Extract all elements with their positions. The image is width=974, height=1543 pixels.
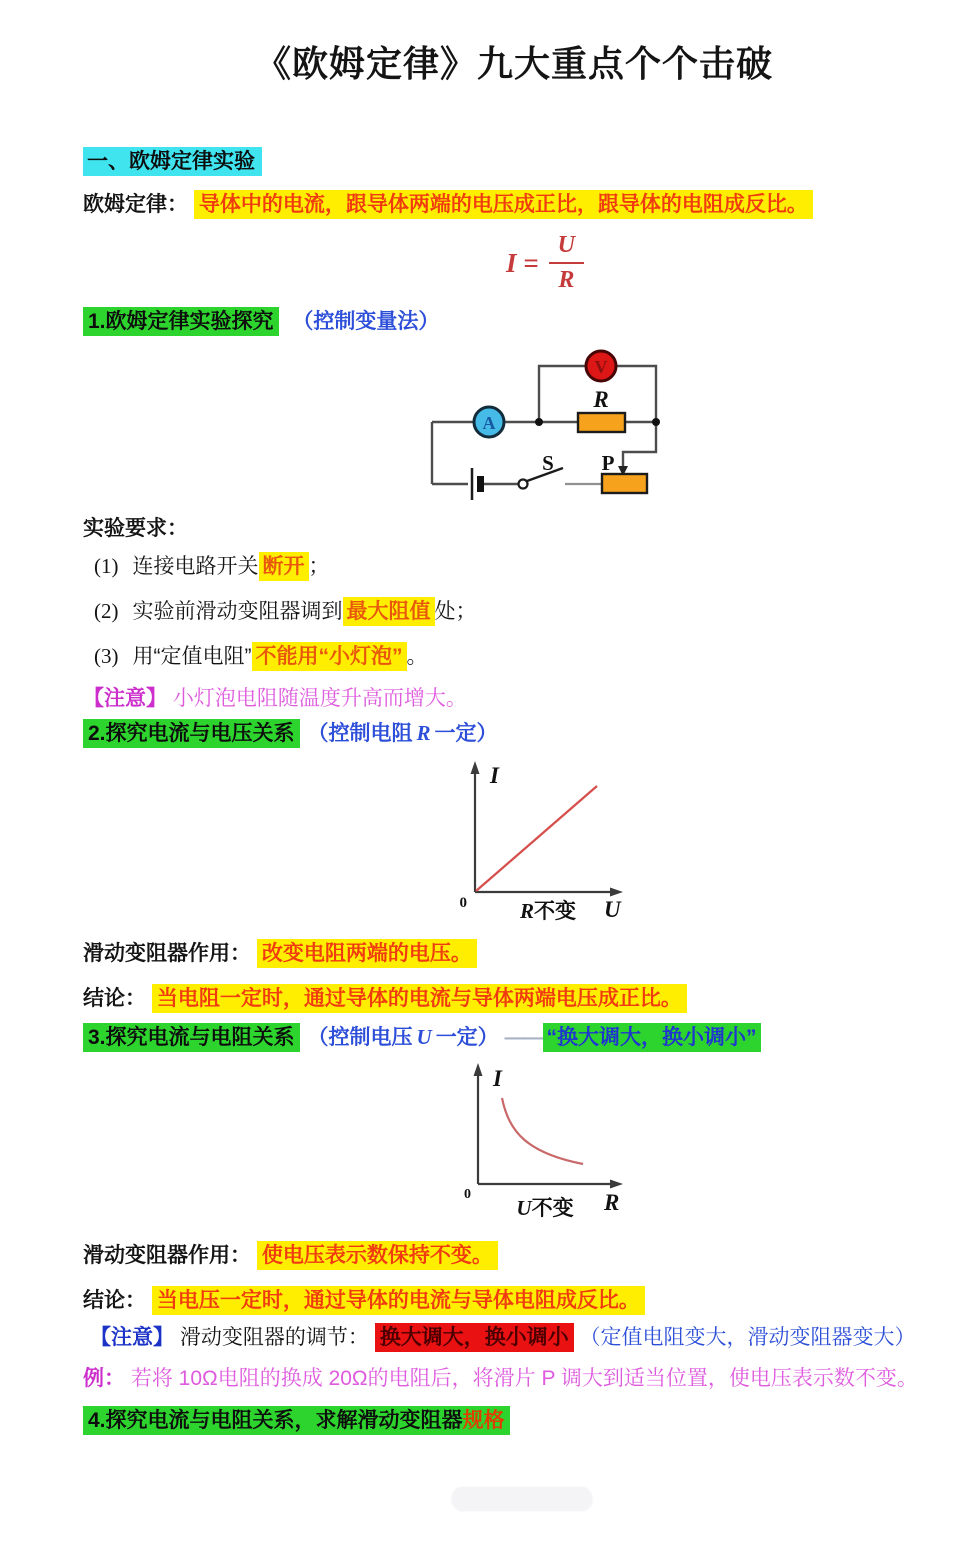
sub2-heading: 2.探究电流与电压关系 [83,719,300,748]
conclusion-2 [83,1286,645,1315]
item-3-highlight: 不能用“小灯泡” [252,642,407,671]
example-line [83,1364,918,1393]
item-2-post: 处； [434,600,477,623]
requirement-item-3 [94,642,428,671]
x-axis-arrow-icon [610,888,623,897]
sub3-heading: 3.探究电流与电阻关系 [83,1023,300,1052]
sub4-heading-main: 4.探究电流与电阻关系，求解滑动变阻器 [88,1409,463,1432]
item-3-post: 。 [406,645,428,668]
note-bulb [83,684,467,713]
note-bulb-label: 【注意】 [83,687,167,710]
item-3-text: 用“定值电阻” [132,645,252,668]
rheostat-body [602,474,647,493]
item-1-post: ； [308,555,330,578]
linear-line [476,786,597,891]
sub2-method-post: 一定） [434,722,498,745]
note-adjustment-pre: 滑动变阻器的调节： [179,1326,369,1349]
formula-fraction [549,232,584,294]
section-heading-1 [83,147,262,176]
hyperbola-curve [502,1098,583,1164]
formula-lhs: I = [506,247,539,278]
note-adjustment-highlight: 换大调大，换小调小 [375,1323,574,1352]
rheostat-role-1 [83,939,477,968]
node-dot-right [652,418,660,426]
note-adjustment-post: （定值电阻变大，滑动变阻器变大） [579,1326,916,1349]
note-bulb-text: 小灯泡电阻随温度升高而增大。 [172,687,467,710]
faded-artifact [452,1487,592,1511]
voltmeter-label: V [594,357,608,377]
sub4-heading-line [83,1406,510,1435]
sub3-slogan: “换大调大，换小调小” [543,1023,761,1052]
formula-numerator: U [549,232,584,264]
role-2-text: 使电压表示数保持不变。 [257,1241,498,1270]
sub2-method-pre: （控制电阻 [307,722,413,745]
sub4-heading-highlight: 规格 [462,1409,505,1432]
graph-i-vs-u [440,755,640,930]
graph1-y-label: I [490,763,499,788]
item-1-highlight: 断开 [259,552,309,581]
item-3-number: (3) [94,644,119,668]
sub1-heading: 1.欧姆定律实验探究 [83,307,279,336]
role-1-label: 滑动变阻器作用： [83,942,251,965]
sub1-method: （控制变量法） [292,310,440,333]
conclusion-1-label: 结论： [83,987,146,1010]
graph1-annotation: R不变 [519,899,577,923]
sub2-method-var: R [416,721,431,745]
y-axis-arrow-icon [471,761,480,774]
graph-i-vs-r [440,1055,640,1230]
sub1-heading-line [83,307,439,336]
example-text: 若将 10Ω电阻的换成 20Ω的电阻后，将滑片 P 调大到适当位置，使电压表示数不变。 [130,1367,918,1390]
conclusion-2-text: 当电压一定时，通过导体的电流与导体电阻成反比。 [152,1286,645,1315]
graph2-y-label: I [493,1066,502,1091]
sub2-heading-line [83,719,498,748]
item-2-highlight: 最大阻值 [343,597,435,626]
circuit-diagram [425,340,680,510]
graph1-origin-label: 0 [459,895,467,911]
requirement-item-1 [94,552,330,581]
dash-connector: —— [504,1026,543,1049]
ohm-law-text: 导体中的电流，跟导体两端的电压成正比，跟导体的电阻成反比。 [194,190,813,219]
resistor-body [578,413,625,432]
sub4-heading [83,1406,510,1435]
conclusion-1 [83,984,687,1013]
node-dot-left [535,418,543,426]
item-2-number: (2) [94,599,119,623]
switch-label: S [542,451,554,475]
requirement-item-2 [94,597,477,626]
note-adjustment-label: 【注意】 [90,1326,174,1349]
section-heading-1-label: 一、欧姆定律实验 [83,147,262,176]
item-2-text: 实验前滑动变阻器调到 [132,600,343,623]
requirements-heading: 实验要求： [83,517,188,540]
page-title: 《欧姆定律》九大重点个个击破 [254,43,773,84]
sub3-heading-line [83,1023,761,1052]
resistor-label: R [593,387,609,412]
formula-denominator: R [558,267,575,293]
battery-short-plate [477,476,484,492]
item-1-text: 连接电路开关 [132,555,259,578]
graph1-x-label: U [604,897,621,922]
ohm-law-line [83,190,813,219]
graph2-origin-label: 0 [464,1187,471,1202]
sub3-method-var: U [416,1025,432,1049]
graph2-x-label: R [604,1190,620,1215]
ammeter-label: A [482,413,496,433]
switch-pivot [519,480,528,489]
x-axis-arrow-icon [610,1180,623,1189]
note-adjustment [90,1323,916,1352]
example-label: 例： [83,1367,125,1390]
role-2-label: 滑动变阻器作用： [83,1244,251,1267]
ohm-formula [58,232,974,294]
ohm-law-label: 欧姆定律： [83,193,188,216]
conclusion-1-text: 当电阻一定时，通过导体的电流与导体两端电压成正比。 [152,984,687,1013]
rheostat-role-2 [83,1241,498,1270]
conclusion-2-label: 结论： [83,1289,146,1312]
y-axis-arrow-icon [474,1063,483,1076]
slider-label: P [601,451,615,475]
item-1-number: (1) [94,554,119,578]
sub3-method-post: 一定） [435,1026,499,1049]
role-1-text: 改变电阻两端的电压。 [257,939,477,968]
graph2-annotation: U不变 [516,1196,574,1220]
sub3-method-pre: （控制电压 [307,1026,413,1049]
